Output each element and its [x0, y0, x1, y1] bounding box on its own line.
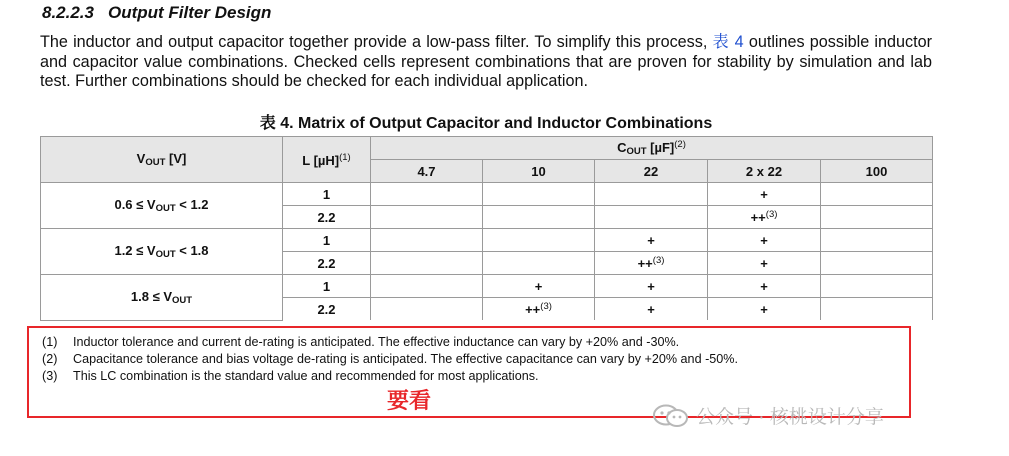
- combination-cell: +: [708, 275, 821, 298]
- combination-cell: +: [595, 275, 708, 298]
- wechat-icon: [652, 404, 690, 428]
- footnote-item: (3) This LC combination is the standard value and recommended for most applications.: [42, 369, 539, 383]
- cap-value-header: 22: [595, 160, 708, 183]
- combination-cell: [821, 275, 933, 298]
- combination-cell: [821, 298, 933, 321]
- combination-cell: [371, 252, 483, 275]
- paragraph-text-1: The inductor and output capacitor together provide a low-pass filter. To simplify this process,: [40, 33, 713, 51]
- combination-cell: +: [708, 298, 821, 321]
- inductance-column-header: L $[\mu H]^{(1)}$: [283, 137, 371, 183]
- combination-cell: [371, 298, 483, 321]
- combination-cell: [483, 229, 595, 252]
- combination-cell: ++$^{(3)}$: [708, 206, 821, 229]
- vout-range-cell: $0.6 \le V_{OUT} < 1.2$: [41, 183, 283, 229]
- combination-cell: [371, 183, 483, 206]
- intro-paragraph: [40, 33, 932, 92]
- combination-cell: +: [483, 275, 595, 298]
- combination-cell: [483, 183, 595, 206]
- combination-cell: [821, 206, 933, 229]
- cap-value-header: 2 x 22: [708, 160, 821, 183]
- combination-cell: [371, 206, 483, 229]
- inductance-cell: 2.2: [283, 298, 371, 321]
- combination-cell: +: [708, 252, 821, 275]
- section-title: Output Filter Design: [108, 3, 272, 22]
- combination-cell: [371, 275, 483, 298]
- footnote-item: (2) Capacitance tolerance and bias voltage de-rating is anticipated. The effective capacitance can vary by +20% and -50%.: [42, 352, 738, 366]
- combination-cell: [595, 183, 708, 206]
- watermark: [652, 402, 884, 429]
- table-reference-link[interactable]: 表 4: [712, 33, 744, 51]
- combination-cell: ++$^{(3)}$: [595, 252, 708, 275]
- inductance-cell: 1: [283, 183, 371, 206]
- inductance-cell: 2.2: [283, 206, 371, 229]
- combination-cell: [821, 252, 933, 275]
- vout-range-cell: $1.8 \le V_{OUT}$: [41, 275, 283, 321]
- vout-range-cell: $1.2 \le V_{OUT} < 1.8$: [41, 229, 283, 275]
- combination-cell: [595, 206, 708, 229]
- combination-cell: [371, 229, 483, 252]
- combination-cell: +: [595, 298, 708, 321]
- vout-column-header: $V_{OUT}$ [V]: [41, 137, 283, 183]
- combination-cell: +: [708, 229, 821, 252]
- inductance-cell: 2.2: [283, 252, 371, 275]
- combination-cell: [821, 183, 933, 206]
- combination-cell: +: [708, 183, 821, 206]
- cap-value-header: 10: [483, 160, 595, 183]
- section-number: 8.2.2.3: [42, 3, 94, 22]
- combination-cell: ++$^{(3)}$: [483, 298, 595, 321]
- cap-value-header: 100: [821, 160, 933, 183]
- lc-combination-table: [40, 136, 933, 321]
- inductance-cell: 1: [283, 229, 371, 252]
- combination-cell: [483, 206, 595, 229]
- table-row: [41, 275, 933, 298]
- combination-cell: [821, 229, 933, 252]
- cout-column-header: $C_{OUT}$ $[\mu F]^{(2)}$: [371, 137, 933, 160]
- annotation-text: 要看: [387, 388, 432, 413]
- combination-cell: [483, 252, 595, 275]
- section-heading: [42, 3, 271, 23]
- table-row: [41, 229, 933, 252]
- table-caption: 表 4. Matrix of Output Capacitor and Inductor Combinations: [259, 115, 713, 132]
- inductance-cell: 1: [283, 275, 371, 298]
- table-row: [41, 183, 933, 206]
- footnote-item: (1) Inductor tolerance and current de-rating is anticipated. The effective inductance can vary by +20% and -30%.: [42, 335, 680, 349]
- watermark-text: 公众号 · 核桃设计分享: [696, 407, 884, 428]
- cap-value-header: 4.7: [371, 160, 483, 183]
- combination-cell: +: [595, 229, 708, 252]
- paragraph-text-2: outlines possible inductor and capacitor value combinations. Checked cells represent combinations that are proven for stability by simulation and lab test. Further combinations should be checked for each individual application.: [40, 33, 932, 90]
